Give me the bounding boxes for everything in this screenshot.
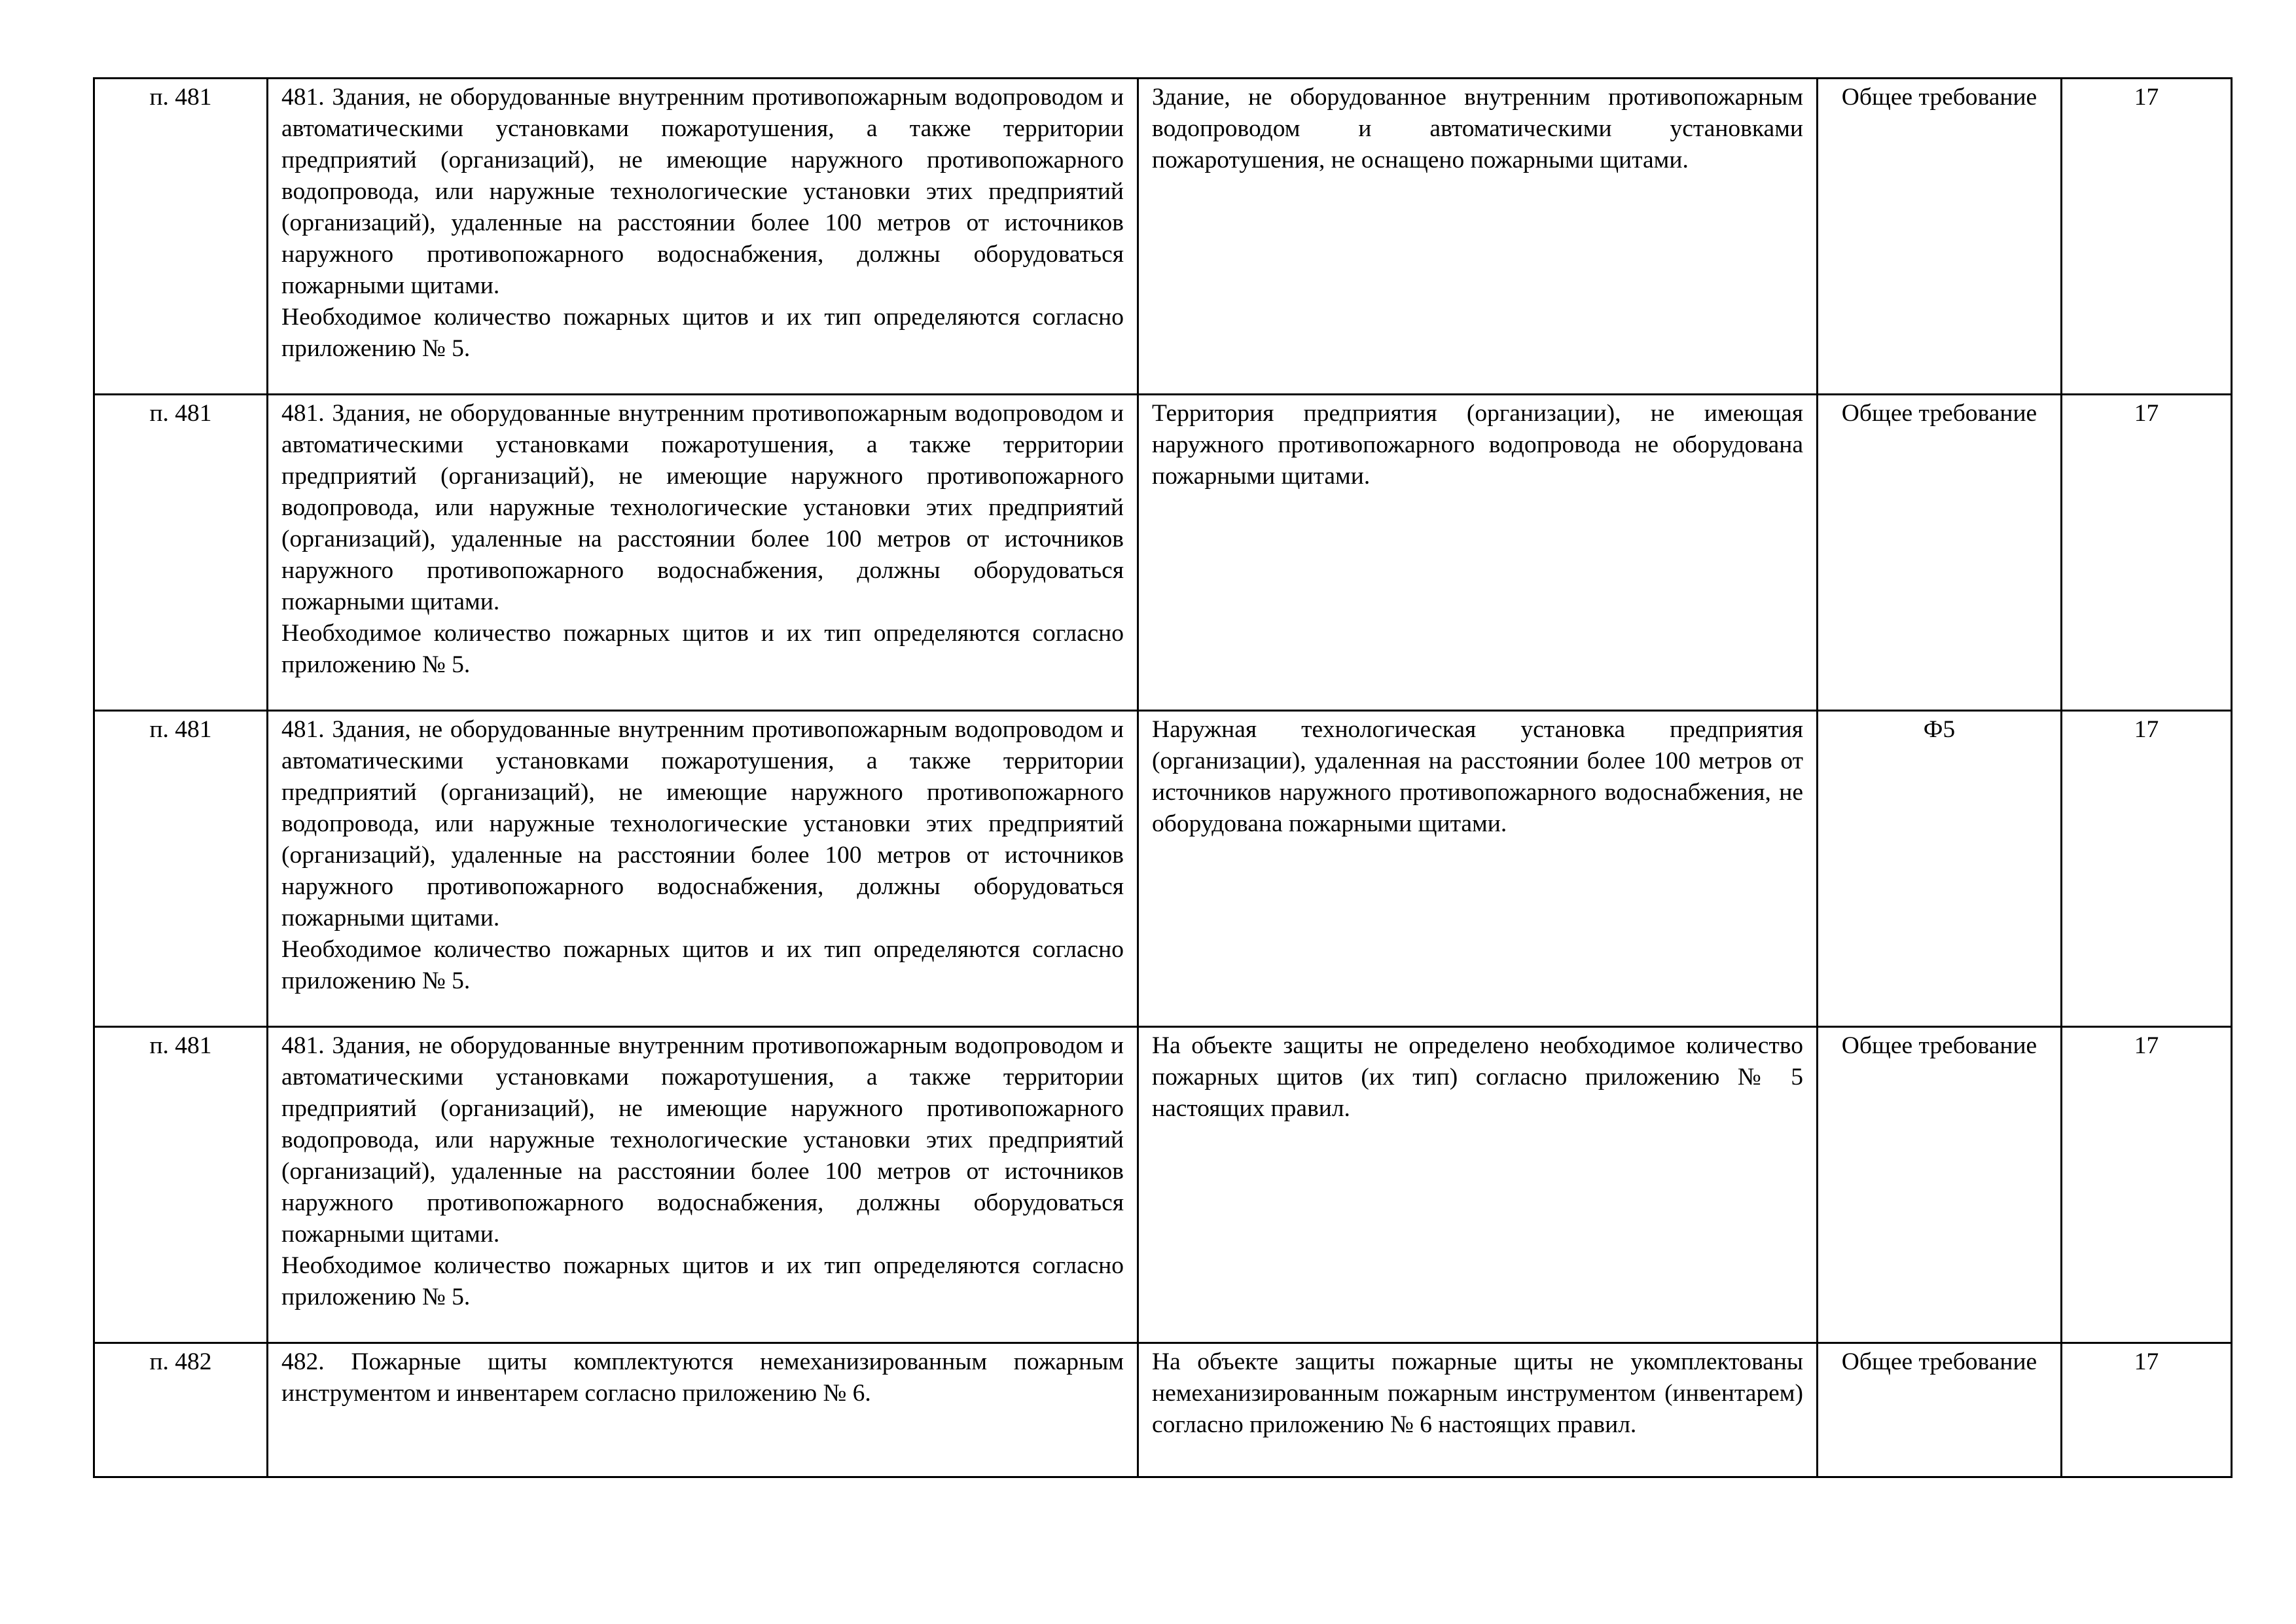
- table-row: [94, 1027, 2232, 1343]
- number-cell: 17: [2062, 79, 2232, 395]
- requirement-paragraph: Необходимое количество пожарных щитов и их тип определяются согласно приложению № 5.: [281, 620, 1124, 678]
- number-cell: 17: [2062, 1027, 2232, 1343]
- requirement-paragraph: Необходимое количество пожарных щитов и их тип определяются согласно приложению № 5.: [281, 304, 1124, 362]
- rule-reference-cell: п. 482: [94, 1343, 268, 1477]
- requirement-paragraph: 481. Здания, не оборудованные внутренним противопожарным водопроводом и автоматическими установками пожаротушения, а также территории предприятий (организаций), не имеющие наружного противопожарного водопровода, или наружные технологические установки этих предприятий (организаций), удаленные на расстоянии более 100 метров от источников наружного противопожарного водоснабжения, должны оборудоваться пожарными щитами.: [281, 84, 1124, 299]
- category-cell: Общее требование: [1818, 1343, 2062, 1477]
- requirement-paragraph: 482. Пожарные щиты комплектуются немеханизированным пожарным инструментом и инвентарем согласно приложению № 6.: [281, 1348, 1124, 1407]
- requirement-text-cell: [268, 1027, 1138, 1343]
- violation-text-cell: Территория предприятия (организации), не имеющая наружного противопожарного водопровода не оборудована пожарными щитами.: [1138, 395, 1818, 711]
- requirements-table: [93, 77, 2233, 1478]
- requirement-text-cell: [268, 395, 1138, 711]
- violation-text-cell: На объекте защиты не определено необходимое количество пожарных щитов (их тип) согласно приложению № 5 настоящих правил.: [1138, 1027, 1818, 1343]
- category-cell: Общее требование: [1818, 79, 2062, 395]
- requirement-paragraph: 481. Здания, не оборудованные внутренним противопожарным водопроводом и автоматическими установками пожаротушения, а также территории предприятий (организаций), не имеющие наружного противопожарного водопровода, или наружные технологические установки этих предприятий (организаций), удаленные на расстоянии более 100 метров от источников наружного противопожарного водоснабжения, должны оборудоваться пожарными щитами.: [281, 1032, 1124, 1248]
- number-cell: 17: [2062, 1343, 2232, 1477]
- violation-text-cell: На объекте защиты пожарные щиты не укомплектованы немеханизированным пожарным инструментом (инвентарем) согласно приложению № 6 настоящих правил.: [1138, 1343, 1818, 1477]
- table-row: [94, 79, 2232, 395]
- requirement-paragraph: 481. Здания, не оборудованные внутренним противопожарным водопроводом и автоматическими установками пожаротушения, а также территории предприятий (организаций), не имеющие наружного противопожарного водопровода, или наружные технологические установки этих предприятий (организаций), удаленные на расстоянии более 100 метров от источников наружного противопожарного водоснабжения, должны оборудоваться пожарными щитами.: [281, 400, 1124, 615]
- rule-reference-cell: п. 481: [94, 395, 268, 711]
- category-cell: Общее требование: [1818, 395, 2062, 711]
- category-cell: Ф5: [1818, 711, 2062, 1027]
- requirement-text-cell: [268, 711, 1138, 1027]
- requirement-paragraph: 481. Здания, не оборудованные внутренним противопожарным водопроводом и автоматическими установками пожаротушения, а также территории предприятий (организаций), не имеющие наружного противопожарного водопровода, или наружные технологические установки этих предприятий (организаций), удаленные на расстоянии более 100 метров от источников наружного противопожарного водоснабжения, должны оборудоваться пожарными щитами.: [281, 716, 1124, 931]
- table-row: [94, 395, 2232, 711]
- category-cell: Общее требование: [1818, 1027, 2062, 1343]
- rule-reference-cell: п. 481: [94, 1027, 268, 1343]
- number-cell: 17: [2062, 395, 2232, 711]
- requirement-text-cell: [268, 79, 1138, 395]
- requirement-text-cell: [268, 1343, 1138, 1477]
- requirement-paragraph: Необходимое количество пожарных щитов и их тип определяются согласно приложению № 5.: [281, 936, 1124, 994]
- violation-text-cell: Наружная технологическая установка предприятия (организации), удаленная на расстоянии более 100 метров от источников наружного противопожарного водоснабжения, не оборудована пожарными щитами.: [1138, 711, 1818, 1027]
- rule-reference-cell: п. 481: [94, 711, 268, 1027]
- table-row: [94, 711, 2232, 1027]
- table-row: [94, 1343, 2232, 1477]
- requirement-paragraph: Необходимое количество пожарных щитов и их тип определяются согласно приложению № 5.: [281, 1252, 1124, 1310]
- violation-text-cell: Здание, не оборудованное внутренним противопожарным водопроводом и автоматическими установками пожаротушения, не оснащено пожарными щитами.: [1138, 79, 1818, 395]
- rule-reference-cell: п. 481: [94, 79, 268, 395]
- number-cell: 17: [2062, 711, 2232, 1027]
